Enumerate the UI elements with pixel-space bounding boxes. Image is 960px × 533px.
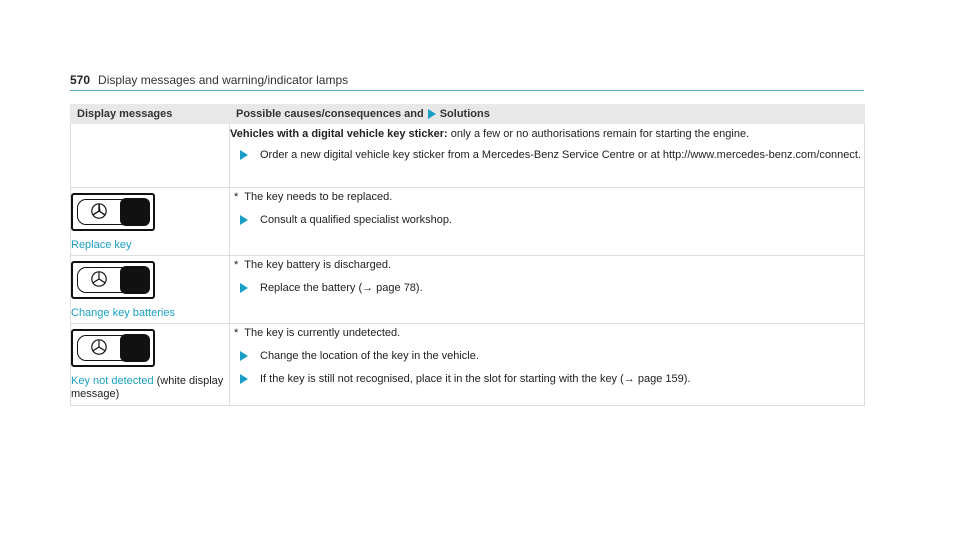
table-row-intro	[71, 124, 865, 188]
solution-arrow-icon	[240, 351, 248, 361]
key-icon	[71, 193, 155, 231]
list-item	[230, 214, 864, 227]
column-header-solutions-text: Solutions	[439, 108, 490, 120]
intro-bold: Vehicles with a digital vehicle key sticker:	[230, 128, 448, 140]
asterisk: *	[234, 191, 239, 203]
table-header-row	[71, 105, 865, 124]
intro-display-cell	[71, 124, 230, 188]
solution-arrow-icon	[428, 109, 436, 119]
solution-text: Order a new digital vehicle key sticker from a Mercedes-Benz Service Centre or at http://www.mercedes-benz.com/connect.	[260, 149, 861, 161]
cause-label: The key needs to be replaced.	[244, 191, 393, 203]
solution-text: Consult a qualified specialist workshop.	[260, 214, 452, 226]
solution-text: Replace the battery (→ page 78).	[260, 282, 423, 294]
solution-arrow-icon	[240, 215, 248, 225]
key-icon	[71, 261, 155, 299]
table-row-key-not-detected	[71, 324, 865, 406]
column-header-display-messages: Display messages	[71, 105, 230, 124]
message-label: Change key batteries	[71, 307, 175, 319]
asterisk: *	[234, 259, 239, 271]
key-icon	[71, 329, 155, 367]
message-label-note: (white display message)	[71, 375, 224, 400]
solution-text: If the key is still not recognised, place it in the slot for starting with the key (→ page 159).	[260, 373, 691, 385]
column-header-causes-text: Possible causes/consequences and	[236, 108, 424, 120]
cause-cell	[230, 188, 865, 256]
display-messages-table	[70, 104, 865, 406]
solution-arrow-icon	[240, 374, 248, 384]
display-cell	[71, 256, 230, 324]
cause-cell	[230, 256, 865, 324]
message-label: Replace key	[71, 239, 132, 251]
display-cell	[71, 188, 230, 256]
intro-cause-cell	[230, 124, 865, 188]
list-item	[230, 149, 864, 162]
page-number: 570	[70, 73, 91, 87]
cause-text	[234, 327, 864, 340]
cause-text	[234, 191, 864, 204]
solution-text: Change the location of the key in the vehicle.	[260, 350, 479, 362]
list-item	[230, 350, 864, 363]
solution-arrow-icon	[240, 150, 248, 160]
cause-text	[234, 259, 864, 272]
message-label	[71, 375, 229, 401]
intro-rest: only a few or no authorisations remain for starting the engine.	[447, 128, 750, 140]
page-title: Display messages and warning/indicator lamps	[98, 73, 349, 87]
table-row-change-key-batteries	[71, 256, 865, 324]
page-header	[70, 70, 864, 91]
list-item	[230, 373, 864, 386]
cause-label: The key is currently undetected.	[244, 327, 401, 339]
cause-cell	[230, 324, 865, 406]
list-item	[230, 282, 864, 295]
cause-label: The key battery is discharged.	[244, 259, 392, 271]
column-header-causes	[230, 105, 865, 124]
solution-arrow-icon	[240, 283, 248, 293]
display-cell	[71, 324, 230, 406]
intro-text	[230, 127, 864, 141]
table-row-replace-key	[71, 188, 865, 256]
asterisk: *	[234, 327, 239, 339]
message-label-text: Key not detected	[71, 375, 154, 387]
